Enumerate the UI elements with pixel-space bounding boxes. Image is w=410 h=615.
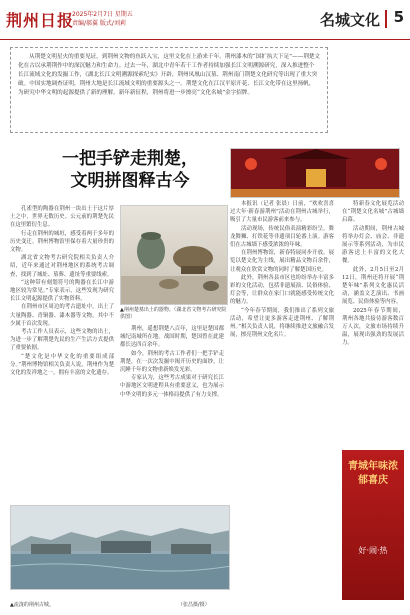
bottom-photo-caption: ▲流泷的荆州古城。 xyxy=(10,602,54,608)
section-divider xyxy=(385,10,387,28)
paragraph: “这种带有刻划符号的陶器在长江中游地区较为常见。”专家表示，这些发现为研究长江文明起源提供了实物资料。 xyxy=(10,279,114,303)
poster-tag: 好·闹·热 xyxy=(358,546,388,555)
old-town-gate-photo xyxy=(230,148,400,198)
paragraph: 活动期间，荆州古城将举办灯会、庙会、非遗展示等系列活动，为市民游客送上丰富的文化大餐。 xyxy=(342,225,404,265)
issue-date: 2025年2月7日 星期五 xyxy=(72,11,133,18)
river-town-photo xyxy=(10,505,230,590)
headline-line-2: 文明拼图释古今 xyxy=(70,171,190,191)
paragraph: 在荆州市区周边的考古遗址中，出土了大量陶器、青铜器、漆木器等文物，其中不少属于首次发现。 xyxy=(10,304,114,327)
paragraph: 孔雀型的陶器在荆州一块出土于这片厚土之中，世界无数历史。公元前的荆楚先民在这里繁衍生息。 xyxy=(10,206,114,229)
paragraph: “楚文化是中华文化的重要组成部分。”荆州博物馆相关负责人说，荆州作为楚文化的发祥地之一，拥有丰富的文化遗存。 xyxy=(10,353,114,377)
section-title: 名城文化 xyxy=(319,11,380,29)
paragraph: 如今，荆州的考古工作者们一把手铲走荆楚，在一次次发掘中揭开历史的面纱，让沉睡千年的文物重新焕发光彩。 xyxy=(120,350,224,374)
paragraph: 此外，荆州各县市区也纷纷举办丰富多彩的文化活动，包括非遗展演、民俗体验、灯会等，让群众在家门口就能感受传统文化的魅力。 xyxy=(230,274,334,306)
article-column-2 xyxy=(120,325,224,525)
bottom-photo-credit: （张昌摄/摄） xyxy=(178,602,210,608)
page-number: 5 xyxy=(393,8,404,26)
paragraph: 此外，2月5日至2月12日，荆州还将开展“荆楚年味”系列文化惠民活动，涵盖文艺演出、书画展览、民俗体验等内容。 xyxy=(342,266,404,306)
paragraph: 荆州，遥想荆楚八百年，这里是楚国都城纪南城所在地。战国时期，楚国曾在此建都长达四百余年。 xyxy=(120,326,224,349)
newspaper-logo: 荆州日报 xyxy=(6,11,75,30)
paragraph: 活动现场，传统民俗表演精彩纷呈，舞龙舞狮、打铁花等非遗项目轮番上演。游客们在古城墙下感受浓浓的年味。 xyxy=(230,225,334,249)
poster-title: 青城年味浓郁喜庆 xyxy=(348,461,398,486)
paragraph: 在荆州博物馆，新春特展同步开放。展览以楚文化为主线，展出精品文物百余件，让观众在欣赏文物的同时了解楚国历史。 xyxy=(230,250,334,273)
paragraph: 湖北省文物考古研究院相关负责人介绍，近年来通过对荆州地区的系统考古调查，找到了城址、墓葬、遗址等重要线索。 xyxy=(10,255,114,278)
issue-info xyxy=(72,10,133,28)
paragraph: 专家认为，这些考古成果对于研究长江中游地区文明进程具有重要意义，也为展示中华文明的多元一体格局提供了有力支撑。 xyxy=(120,375,224,398)
paragraph: 2025年春节期间，荆州各地共接待游客数百万人次，文旅市场持续升温，展现出强劲的发展活力。 xyxy=(342,307,404,347)
masthead xyxy=(0,0,410,40)
artifact-photo xyxy=(120,205,228,305)
headline-line-1: 一把手铲走荆楚， xyxy=(62,149,198,169)
article-column-4 xyxy=(342,200,404,445)
paragraph: 特新春文化展览活动在“荆楚文化名城”古城墙启幕。 xyxy=(342,201,404,224)
article-column-3 xyxy=(230,200,334,595)
paragraph: 本报讯（记者 张晨）日前，“欢欢喜喜过大年·新春游荆州”活动在荆州古城举行，吸引了大量市民游客前来参与。 xyxy=(230,201,334,224)
paragraph: “今年春节期间，我们推出了系列文旅活动，希望让更多游客走进荆州、了解荆州。”相关负责人说，将继续推进文旅融合发展，擦亮荆州文化名片。 xyxy=(230,307,334,339)
paragraph: 行走在荆州的城垣，感受着两千多年的历史变迁。荆州博物馆里保存着大量珍贵的文物。 xyxy=(10,230,114,254)
issue-editor: 责编/郝翼 版式/刘莉 xyxy=(72,20,126,27)
new-year-poster xyxy=(342,450,404,600)
main-headline xyxy=(0,148,260,192)
artifact-photo-caption: ▲荆州楚墓出土的器物。（湖北省文物考古研究院 供图） xyxy=(120,307,227,320)
paragraph: 考古工作人员表示，这些文物的出土，为进一步了解荆楚先民的生产生活方式提供了重要依据。 xyxy=(10,329,114,352)
intro-box: 从荆楚文明星火的重要见证，到荆州文物的鱼跃入宝，这里文化在上游来千年。荆州漆木的“国扩执大下足”——荆楚文化在古以承荆荆作中的深沉魅力和生命力。过去一年，湖北中青年若干工作者持续加强长江文明溯源研究，深入推进整个长江流域文化的发掘工作，《湖北长江文明溯源探索纪实》开辟，荆州凤凰山汉墓、荆州南门荆楚文化研究等出现了重大突破。中国实地调查证明，荆州大地是长江流域文明的重要源头之一。荆楚文化在江汉平原开花、长江文化带在这里扬帆，为研究中华文明的起源提供了新的理解。新年新征程，荆州将进一步擦亮“文化名城”金字招牌。 xyxy=(10,47,328,133)
